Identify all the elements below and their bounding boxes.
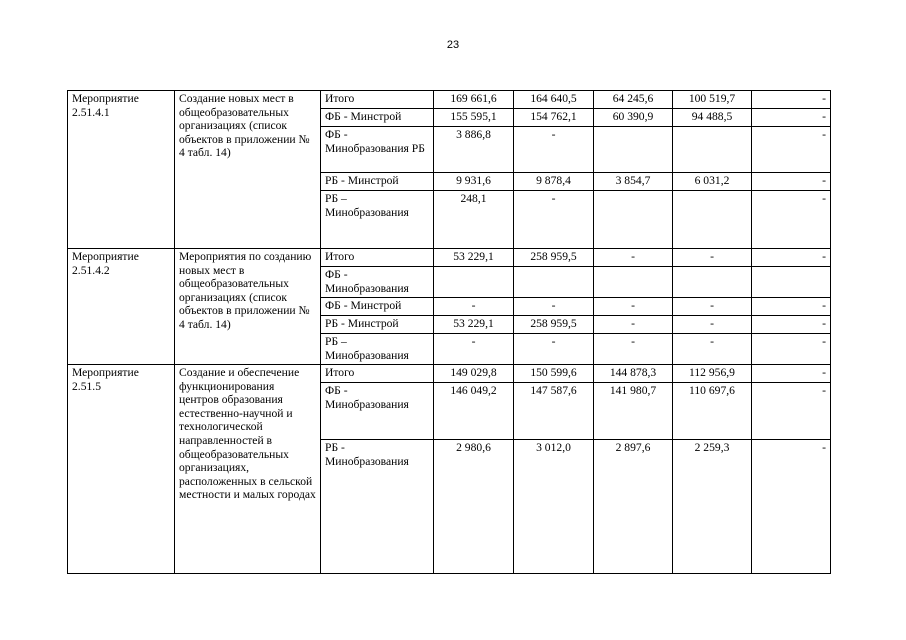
funding-source: ФБ - Минобразования: [321, 267, 434, 298]
amount-cell: -: [594, 316, 673, 334]
amount-cell: 258 959,5: [514, 316, 594, 334]
amount-cell: 141 980,7: [594, 383, 673, 440]
funding-source: Итого: [321, 249, 434, 267]
amount-cell: 110 697,6: [673, 383, 752, 440]
amount-cell-final: -: [752, 383, 831, 440]
table-row: [68, 91, 831, 109]
funding-source: РБ - Минстрой: [321, 173, 434, 191]
amount-cell: -: [594, 249, 673, 267]
amount-cell: 154 762,1: [514, 109, 594, 127]
amount-cell: 64 245,6: [594, 91, 673, 109]
funding-source: РБ - Минобразования: [321, 440, 434, 574]
amount-cell: 60 390,9: [594, 109, 673, 127]
amount-cell: -: [594, 298, 673, 316]
amount-cell: [673, 267, 752, 298]
amount-cell: 147 587,6: [514, 383, 594, 440]
measure-description: Создание и обеспечение функционирования центров образования естественно-научной и технологической направленностей в общеобразовательных организациях, расположенных в сельской местности и малых городах: [175, 365, 321, 574]
amount-cell: -: [434, 298, 514, 316]
page-number: 23: [446, 39, 460, 51]
amount-cell: 3 854,7: [594, 173, 673, 191]
amount-cell: -: [514, 298, 594, 316]
amount-cell: -: [594, 334, 673, 365]
amount-cell-final: -: [752, 91, 831, 109]
amount-cell: 9 878,4: [514, 173, 594, 191]
amount-cell-final: -: [752, 109, 831, 127]
measure-description: Мероприятия по созданию новых мест в общеобразовательных организациях (список объектов в приложении № 4 табл. 14): [175, 249, 321, 365]
amount-cell: 248,1: [434, 191, 514, 249]
amount-cell: -: [673, 249, 752, 267]
measure-code: Мероприятие 2.51.4.2: [68, 249, 175, 365]
amount-cell: -: [673, 334, 752, 365]
amount-cell: 2 897,6: [594, 440, 673, 574]
measure-code: Мероприятие 2.51.5: [68, 365, 175, 574]
amount-cell: 169 661,6: [434, 91, 514, 109]
amount-cell-final: -: [752, 127, 831, 173]
amount-cell: 146 049,2: [434, 383, 514, 440]
amount-cell: [594, 267, 673, 298]
amount-cell: 3 886,8: [434, 127, 514, 173]
amount-cell: 164 640,5: [514, 91, 594, 109]
amount-cell: 100 519,7: [673, 91, 752, 109]
amount-cell-final: -: [752, 334, 831, 365]
amount-cell: [594, 127, 673, 173]
amount-cell-final: -: [752, 298, 831, 316]
amount-cell-final: [752, 267, 831, 298]
amount-cell: -: [514, 334, 594, 365]
funding-source: ФБ - Минстрой: [321, 298, 434, 316]
amount-cell: -: [434, 334, 514, 365]
amount-cell: 112 956,9: [673, 365, 752, 383]
amount-cell-final: -: [752, 173, 831, 191]
amount-cell: -: [673, 316, 752, 334]
funding-source: ФБ - Минобразования: [321, 383, 434, 440]
amount-cell: 150 599,6: [514, 365, 594, 383]
amount-cell: 2 980,6: [434, 440, 514, 574]
amount-cell: -: [514, 191, 594, 249]
amount-cell: 155 595,1: [434, 109, 514, 127]
amount-cell: -: [673, 298, 752, 316]
amount-cell: [514, 267, 594, 298]
amount-cell: 94 488,5: [673, 109, 752, 127]
amount-cell: [594, 191, 673, 249]
funding-source: РБ - Минстрой: [321, 316, 434, 334]
amount-cell-final: -: [752, 249, 831, 267]
amount-cell: 9 931,6: [434, 173, 514, 191]
amount-cell: [673, 191, 752, 249]
amount-cell-final: -: [752, 440, 831, 574]
funding-source: РБ – Минобразования: [321, 334, 434, 365]
amount-cell: [434, 267, 514, 298]
funding-source: Итого: [321, 365, 434, 383]
table-row: [68, 365, 831, 383]
amount-cell: 258 959,5: [514, 249, 594, 267]
table-row: [68, 249, 831, 267]
measure-description: Создание новых мест в общеобразовательных организациях (список объектов в приложении № 4 табл. 14): [175, 91, 321, 249]
amount-cell: 2 259,3: [673, 440, 752, 574]
amount-cell: 53 229,1: [434, 249, 514, 267]
amount-cell: [673, 127, 752, 173]
amount-cell: 3 012,0: [514, 440, 594, 574]
amount-cell-final: -: [752, 365, 831, 383]
funding-source: Итого: [321, 91, 434, 109]
funding-table: [67, 90, 831, 574]
amount-cell-final: -: [752, 316, 831, 334]
funding-source: ФБ - Минобразования РБ: [321, 127, 434, 173]
amount-cell: 53 229,1: [434, 316, 514, 334]
measure-code: Мероприятие 2.51.4.1: [68, 91, 175, 249]
amount-cell: 144 878,3: [594, 365, 673, 383]
funding-source: ФБ - Минстрой: [321, 109, 434, 127]
funding-source: РБ – Минобразования: [321, 191, 434, 249]
amount-cell-final: -: [752, 191, 831, 249]
amount-cell: -: [514, 127, 594, 173]
amount-cell: 6 031,2: [673, 173, 752, 191]
amount-cell: 149 029,8: [434, 365, 514, 383]
